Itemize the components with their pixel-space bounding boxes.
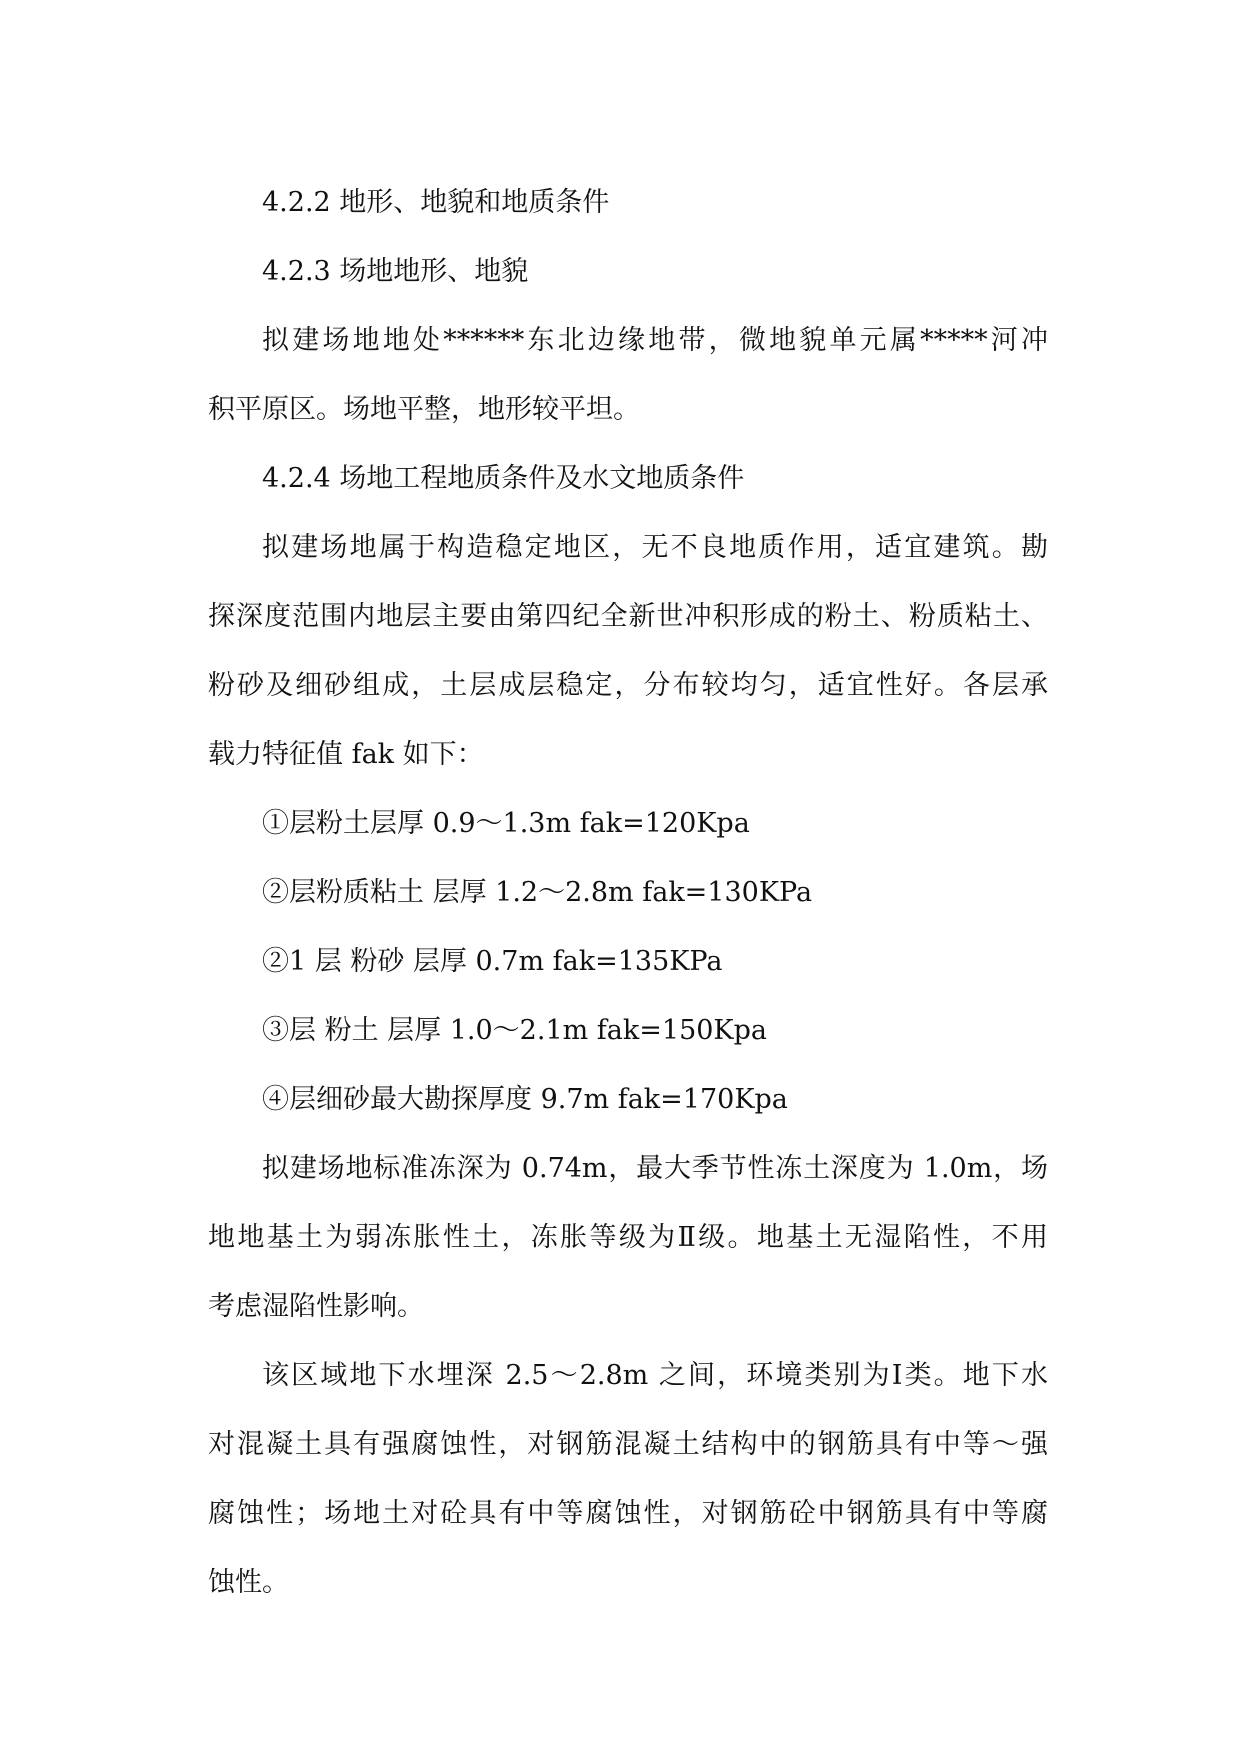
paragraph-line: 对混凝土具有强腐蚀性，对钢筋混凝土结构中的钢筋具有中等～强 [208,1429,1048,1460]
paragraph-line: 地地基土为弱冻胀性土，冻胀等级为Ⅱ级。地基土无湿陷性，不用 [208,1222,1048,1253]
paragraph-line: 粉砂及细砂组成，土层成层稳定，分布较均匀，适宜性好。各层承 [208,670,1048,701]
soil-layer-item: ②1 层 粉砂 层厚 0.7m fak=135KPa [262,946,723,977]
soil-layer-item: ①层粉土层厚 0.9～1.3m fak=120Kpa [262,808,750,839]
paragraph-line: 积平原区。场地平整，地形较平坦。 [208,394,640,425]
paragraph-line: 载力特征值 fak 如下： [208,739,484,770]
paragraph-line: 该区域地下水埋深 2.5～2.8m 之间，环境类别为Ⅰ类。地下水 [262,1360,1048,1391]
soil-layer-item: ②层粉质粘土 层厚 1.2～2.8m fak=130KPa [262,877,813,908]
paragraph-line: 考虑湿陷性影响。 [208,1291,424,1322]
heading-4-2-4: 4.2.4 场地工程地质条件及水文地质条件 [262,463,745,494]
paragraph-line: 探深度范围内地层主要由第四纪全新世冲积形成的粉土、粉质粘土、 [208,601,1048,632]
heading-4-2-2: 4.2.2 地形、地貌和地质条件 [262,187,610,218]
paragraph-line: 拟建场地地处******东北边缘地带，微地貌单元属*****河冲 [262,325,1048,356]
paragraph-line: 腐蚀性；场地土对砼具有中等腐蚀性，对钢筋砼中钢筋具有中等腐 [208,1498,1048,1529]
soil-layer-item: ③层 粉土 层厚 1.0～2.1m fak=150Kpa [262,1015,767,1046]
paragraph-line: 蚀性。 [208,1567,289,1598]
heading-4-2-3: 4.2.3 场地地形、地貌 [262,256,529,287]
paragraph-line: 拟建场地属于构造稳定地区，无不良地质作用，适宜建筑。勘 [262,532,1048,563]
document-page [208,168,1048,1617]
paragraph-line: 拟建场地标准冻深为 0.74m，最大季节性冻土深度为 1.0m，场 [262,1153,1048,1184]
soil-layer-item: ④层细砂最大勘探厚度 9.7m fak=170Kpa [262,1084,788,1115]
